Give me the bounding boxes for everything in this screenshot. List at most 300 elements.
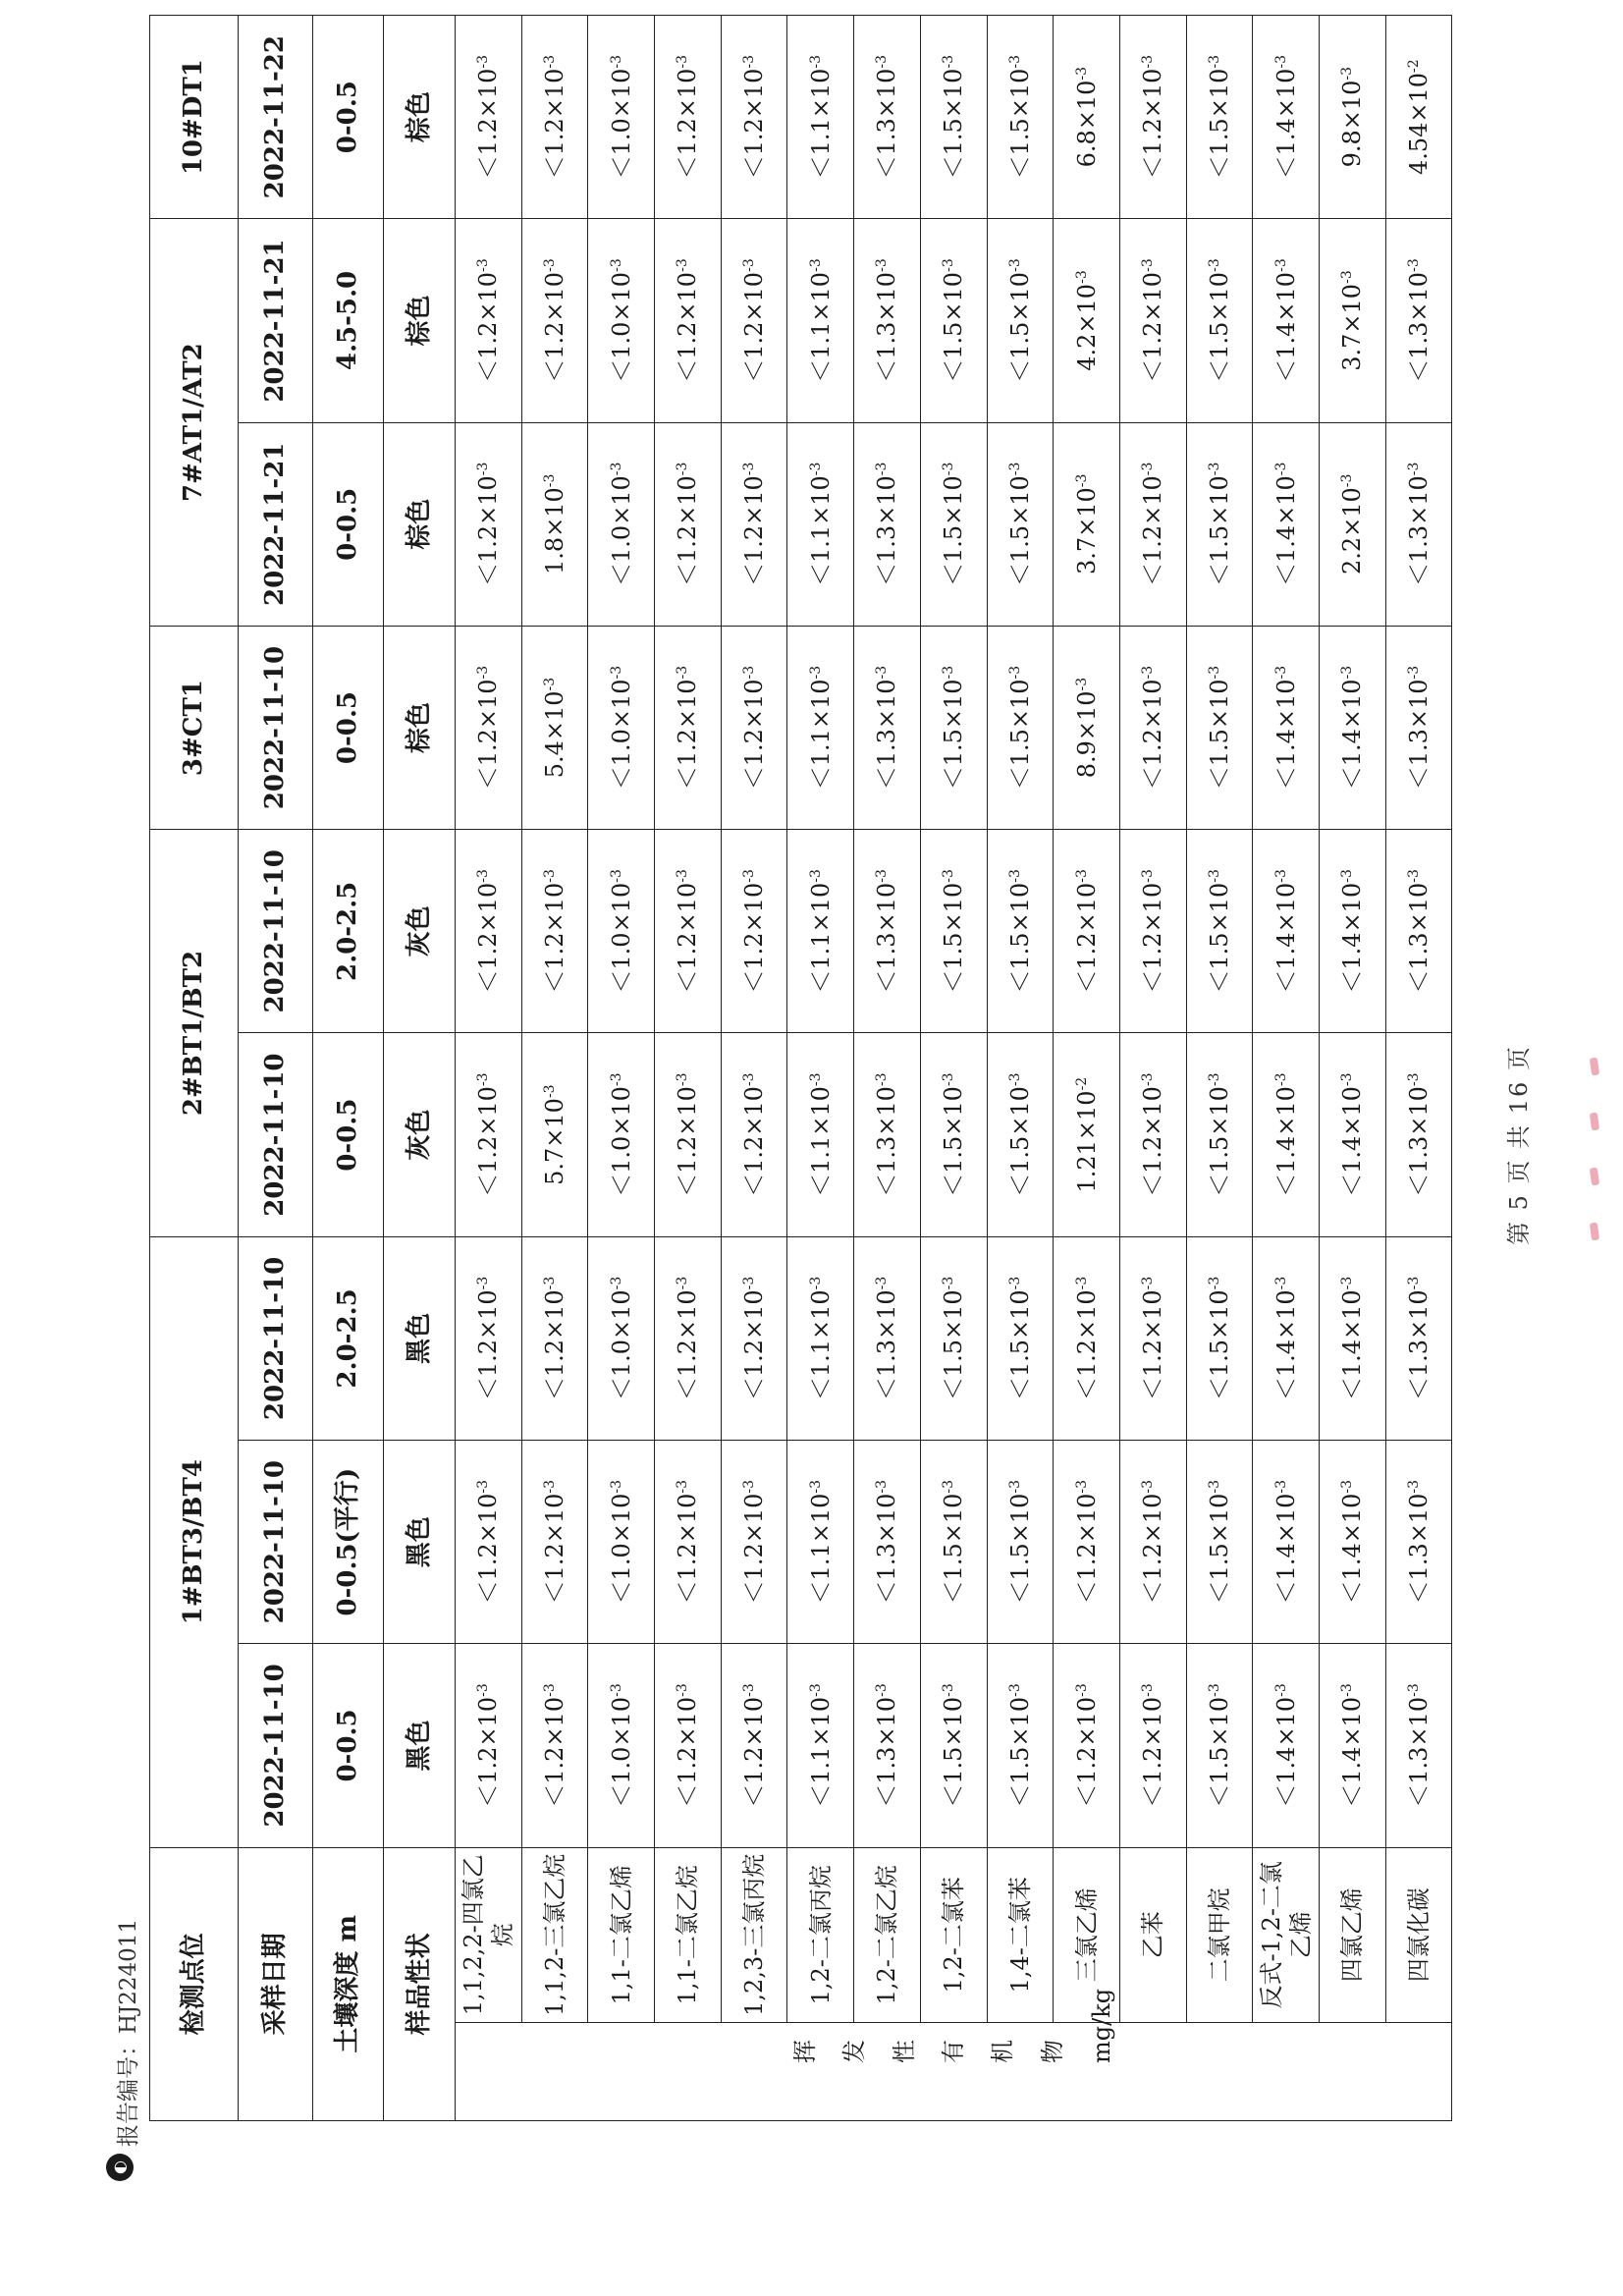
value-mantissa: ＜1.5×10: [940, 1086, 968, 1197]
station-header: 3#CT1: [150, 626, 239, 829]
station-label: 检测点位: [150, 1847, 239, 2120]
value-cell: [588, 830, 655, 1033]
value-cell: [1385, 830, 1452, 1033]
value-mantissa: ＜1.2×10: [740, 1493, 769, 1605]
value-mantissa: ＜1.3×10: [1404, 679, 1433, 791]
value-exponent: -3: [542, 258, 559, 272]
value-exponent: -3: [542, 1276, 559, 1290]
sample-trait-label: 样品性状: [384, 1847, 456, 2120]
value-cell: [1253, 1441, 1320, 1644]
value-mantissa: ＜1.0×10: [607, 271, 635, 383]
value-cell: [987, 1236, 1054, 1440]
value-cell: [920, 626, 987, 829]
value-cell: [1253, 16, 1320, 219]
value-cell: [456, 1644, 522, 1847]
value-exponent: -3: [675, 1276, 691, 1290]
value-cell: [854, 830, 921, 1033]
value-cell: [1385, 422, 1452, 626]
value-cell: [1119, 1033, 1186, 1236]
table-row: [588, 16, 655, 2121]
value-mantissa: 9.8×10: [1338, 80, 1367, 168]
value-mantissa: ＜1.2×10: [674, 1493, 702, 1605]
value-exponent: -3: [1006, 54, 1023, 69]
value-exponent: -3: [1339, 66, 1356, 81]
value-mantissa: ＜1.2×10: [541, 271, 569, 383]
value-exponent: -3: [675, 54, 691, 69]
value-exponent: -3: [874, 665, 891, 680]
table-row: [787, 16, 854, 2121]
value-cell: [854, 626, 921, 829]
value-cell: [1319, 219, 1385, 422]
value-exponent: -2: [1405, 59, 1422, 73]
value-mantissa: ＜1.1×10: [806, 882, 835, 994]
value-mantissa: ＜1.4×10: [1271, 1696, 1300, 1808]
value-exponent: -3: [1272, 258, 1289, 272]
value-cell: [521, 1441, 588, 1644]
value-exponent: -3: [1140, 462, 1157, 476]
value-exponent: -3: [608, 1072, 624, 1087]
value-mantissa: ＜1.5×10: [1205, 1289, 1233, 1401]
value-mantissa: ＜1.2×10: [674, 475, 702, 587]
value-exponent: -3: [941, 665, 957, 680]
value-cell: [854, 219, 921, 422]
value-mantissa: ＜1.1×10: [806, 1696, 835, 1808]
value-exponent: -3: [542, 473, 559, 488]
table-row: [1253, 16, 1320, 2121]
value-exponent: -3: [1405, 1683, 1422, 1697]
value-cell: [854, 1644, 921, 1847]
value-mantissa: ＜1.2×10: [674, 882, 702, 994]
value-mantissa: ＜1.5×10: [940, 271, 968, 383]
value-mantissa: ＜1.1×10: [806, 475, 835, 587]
value-exponent: -3: [1339, 1072, 1356, 1087]
value-cell: [787, 1236, 854, 1440]
page-number: 第 5 页 共 16 页: [1505, 1045, 1533, 1245]
value-cell: [655, 1644, 722, 1847]
value-exponent: -3: [475, 462, 492, 476]
compound-name: 1,2-二氯苯: [920, 1847, 987, 2022]
table-row: [1319, 16, 1385, 2121]
value-cell: [1054, 626, 1120, 829]
soil-depth-cell: 0-0.5: [313, 626, 384, 829]
value-mantissa: 3.7×10: [1072, 487, 1101, 575]
value-mantissa: ＜1.4×10: [1338, 882, 1367, 994]
value-exponent: -3: [874, 1683, 891, 1697]
value-exponent: -3: [608, 54, 624, 69]
value-mantissa: ＜1.5×10: [1005, 475, 1034, 587]
value-mantissa: ＜1.5×10: [1205, 1696, 1233, 1808]
value-cell: [456, 422, 522, 626]
value-cell: [1385, 16, 1452, 219]
value-mantissa: ＜1.2×10: [474, 1289, 503, 1401]
category-label: 机物: [989, 2040, 1066, 2063]
value-mantissa: ＜1.5×10: [1005, 271, 1034, 383]
value-exponent: -3: [1405, 258, 1422, 272]
value-cell: [1186, 1644, 1253, 1847]
value-cell: [456, 1236, 522, 1440]
value-exponent: -3: [1272, 54, 1289, 69]
value-mantissa: ＜1.2×10: [1072, 1696, 1101, 1808]
value-mantissa: 1.21×10: [1072, 1090, 1101, 1193]
value-mantissa: ＜1.5×10: [1205, 1493, 1233, 1605]
value-mantissa: ＜1.1×10: [806, 1289, 835, 1401]
value-mantissa: ＜1.3×10: [873, 1086, 901, 1197]
value-exponent: -3: [1206, 1683, 1222, 1697]
value-exponent: -3: [542, 869, 559, 883]
value-mantissa: ＜1.2×10: [474, 1493, 503, 1605]
sampling-date-cell: 2022-11-10: [239, 830, 313, 1033]
sampling-date-cell: 2022-11-21: [239, 422, 313, 626]
value-cell: [1253, 1033, 1320, 1236]
value-cell: [787, 219, 854, 422]
station-header: 7#AT1/AT2: [150, 219, 239, 627]
value-exponent: -3: [1006, 869, 1023, 883]
compound-name: 1,1,2,2-四氯乙烷: [456, 1847, 522, 2022]
value-cell: [987, 1644, 1054, 1847]
value-exponent: -3: [941, 258, 957, 272]
value-mantissa: ＜1.5×10: [940, 68, 968, 180]
value-cell: [854, 1033, 921, 1236]
value-cell: [1253, 830, 1320, 1033]
value-mantissa: ＜1.4×10: [1271, 882, 1300, 994]
value-cell: [920, 1644, 987, 1847]
value-exponent: -3: [1206, 54, 1222, 69]
value-exponent: -3: [608, 1276, 624, 1290]
value-cell: [721, 422, 787, 626]
sample-trait-cell: 棕色: [384, 422, 456, 626]
value-mantissa: ＜1.1×10: [806, 1086, 835, 1197]
value-exponent: -3: [1073, 677, 1090, 691]
value-exponent: -3: [475, 1479, 492, 1494]
value-mantissa: 4.54×10: [1404, 72, 1433, 176]
value-cell: [1319, 16, 1385, 219]
value-cell: [1385, 1644, 1452, 1847]
seal-stamp-marks: [1591, 1044, 1620, 1240]
value-cell: [655, 1441, 722, 1644]
value-exponent: -3: [1140, 258, 1157, 272]
sample-trait-cell: 灰色: [384, 1033, 456, 1236]
value-mantissa: ＜1.4×10: [1271, 1086, 1300, 1197]
sample-trait-cell: 棕色: [384, 16, 456, 219]
value-mantissa: ＜1.2×10: [541, 1289, 569, 1401]
value-cell: [1186, 422, 1253, 626]
value-mantissa: ＜1.2×10: [674, 679, 702, 791]
value-cell: [655, 1033, 722, 1236]
category-label: 挥发: [790, 2040, 869, 2063]
value-exponent: -3: [1206, 1479, 1222, 1494]
value-exponent: -3: [807, 1479, 824, 1494]
value-exponent: -3: [608, 1479, 624, 1494]
table-row: [456, 16, 522, 2121]
value-exponent: -3: [675, 665, 691, 680]
value-cell: [588, 1441, 655, 1644]
value-exponent: -3: [1272, 869, 1289, 883]
value-cell: [655, 626, 722, 829]
value-exponent: -3: [1272, 1072, 1289, 1087]
value-exponent: -3: [1405, 462, 1422, 476]
value-mantissa: ＜1.1×10: [806, 1493, 835, 1605]
soil-depth-label: 土壤深度 m: [313, 1847, 384, 2120]
value-cell: [787, 422, 854, 626]
value-mantissa: ＜1.4×10: [1271, 68, 1300, 180]
value-mantissa: ＜1.2×10: [674, 271, 702, 383]
value-exponent: -3: [475, 54, 492, 69]
value-exponent: -3: [741, 1072, 758, 1087]
value-mantissa: ＜1.2×10: [1139, 679, 1167, 791]
value-mantissa: ＜1.2×10: [1072, 1289, 1101, 1401]
table-row: [987, 16, 1054, 2121]
value-mantissa: ＜1.5×10: [940, 882, 968, 994]
value-exponent: -3: [1405, 1072, 1422, 1087]
value-exponent: -3: [475, 665, 492, 680]
value-exponent: -3: [1006, 1683, 1023, 1697]
value-mantissa: ＜1.5×10: [1205, 679, 1233, 791]
station-header: 1#BT3/BT4: [150, 1236, 239, 1847]
sample-trait-cell: 棕色: [384, 626, 456, 829]
value-mantissa: ＜1.0×10: [607, 1696, 635, 1808]
value-mantissa: ＜1.0×10: [607, 1493, 635, 1605]
company-logo-icon: ◐: [106, 2154, 134, 2181]
value-exponent: -3: [608, 869, 624, 883]
value-mantissa: ＜1.3×10: [1404, 271, 1433, 383]
value-exponent: -3: [542, 1683, 559, 1697]
value-cell: [521, 1033, 588, 1236]
value-mantissa: 4.2×10: [1072, 283, 1101, 371]
value-mantissa: ＜1.5×10: [1005, 882, 1034, 994]
value-cell: [655, 219, 722, 422]
value-exponent: -3: [941, 1479, 957, 1494]
value-cell: [521, 830, 588, 1033]
value-mantissa: ＜1.2×10: [541, 1493, 569, 1605]
value-mantissa: ＜1.2×10: [1139, 882, 1167, 994]
sample-trait-cell: 黑色: [384, 1441, 456, 1644]
soil-depth-cell: 0-0.5: [313, 16, 384, 219]
value-exponent: -3: [1272, 665, 1289, 680]
value-cell: [655, 1236, 722, 1440]
value-exponent: -3: [807, 869, 824, 883]
value-mantissa: ＜1.3×10: [873, 1696, 901, 1808]
value-mantissa: ＜1.0×10: [607, 1086, 635, 1197]
value-cell: [456, 1033, 522, 1236]
table-row: [920, 16, 987, 2121]
sampling-date-cell: 2022-11-10: [239, 626, 313, 829]
value-mantissa: ＜1.2×10: [1072, 882, 1101, 994]
value-exponent: -3: [941, 1072, 957, 1087]
value-exponent: -3: [475, 1072, 492, 1087]
value-cell: [1186, 830, 1253, 1033]
compound-name: 1,4-二氯苯: [987, 1847, 1054, 2022]
sample-trait-cell: 黑色: [384, 1644, 456, 1847]
soil-depth-row: [313, 16, 384, 2121]
value-cell: [1054, 1644, 1120, 1847]
sample-trait-row: [384, 16, 456, 2121]
value-cell: [987, 626, 1054, 829]
value-cell: [787, 1033, 854, 1236]
station-header: 2#BT1/BT2: [150, 830, 239, 1237]
value-mantissa: 6.8×10: [1072, 80, 1101, 168]
value-mantissa: ＜1.2×10: [474, 271, 503, 383]
value-mantissa: ＜1.3×10: [873, 475, 901, 587]
value-mantissa: ＜1.1×10: [806, 679, 835, 791]
value-mantissa: ＜1.2×10: [1139, 271, 1167, 383]
value-exponent: -3: [1073, 1479, 1090, 1494]
compound-name: 1,1,2-三氯乙烷: [521, 1847, 588, 2022]
value-exponent: -3: [1272, 1683, 1289, 1697]
value-exponent: -3: [542, 54, 559, 69]
value-cell: [588, 422, 655, 626]
value-mantissa: ＜1.5×10: [1205, 271, 1233, 383]
value-cell: [1385, 1441, 1452, 1644]
value-exponent: -3: [1405, 1479, 1422, 1494]
value-mantissa: ＜1.2×10: [740, 271, 769, 383]
value-cell: [521, 626, 588, 829]
value-mantissa: ＜1.5×10: [1205, 475, 1233, 587]
value-exponent: -3: [1272, 462, 1289, 476]
value-cell: [987, 219, 1054, 422]
value-mantissa: ＜1.2×10: [1139, 1086, 1167, 1197]
value-cell: [854, 16, 921, 219]
value-exponent: -3: [1339, 665, 1356, 680]
value-cell: [1253, 219, 1320, 422]
value-exponent: -3: [542, 1479, 559, 1494]
value-exponent: -3: [675, 1683, 691, 1697]
value-mantissa: ＜1.5×10: [940, 1696, 968, 1808]
value-exponent: -3: [941, 1276, 957, 1290]
value-cell: [588, 1236, 655, 1440]
value-mantissa: ＜1.2×10: [1139, 68, 1167, 180]
sampling-date-label: 采样日期: [239, 1847, 313, 2120]
value-cell: [787, 16, 854, 219]
value-exponent: -3: [1272, 1276, 1289, 1290]
value-mantissa: ＜1.5×10: [1005, 1493, 1034, 1605]
value-cell: [1119, 830, 1186, 1033]
value-cell: [1119, 1236, 1186, 1440]
value-mantissa: ＜1.2×10: [740, 882, 769, 994]
compound-name: 乙苯: [1119, 1847, 1186, 2022]
value-cell: [721, 1033, 787, 1236]
value-cell: [1319, 830, 1385, 1033]
value-mantissa: ＜1.2×10: [740, 475, 769, 587]
value-cell: [1385, 1033, 1452, 1236]
value-exponent: -2: [1073, 1076, 1090, 1091]
value-exponent: -3: [807, 54, 824, 69]
table-row: [521, 16, 588, 2121]
value-mantissa: ＜1.2×10: [474, 1086, 503, 1197]
soil-depth-cell: 0-0.5(平行): [313, 1441, 384, 1644]
value-exponent: -3: [941, 1683, 957, 1697]
value-mantissa: ＜1.2×10: [674, 1086, 702, 1197]
value-mantissa: ＜1.3×10: [873, 882, 901, 994]
value-cell: [1119, 16, 1186, 219]
table-row: [721, 16, 787, 2121]
value-cell: [987, 422, 1054, 626]
value-exponent: -3: [807, 665, 824, 680]
value-cell: [1186, 1236, 1253, 1440]
value-exponent: -3: [1206, 1276, 1222, 1290]
value-cell: [721, 1644, 787, 1847]
value-exponent: -3: [1006, 1479, 1023, 1494]
value-cell: [1319, 1236, 1385, 1440]
value-exponent: -3: [1405, 1276, 1422, 1290]
value-mantissa: ＜1.2×10: [740, 679, 769, 791]
value-exponent: -3: [675, 1072, 691, 1087]
value-cell: [655, 830, 722, 1033]
value-mantissa: ＜1.5×10: [1005, 1289, 1034, 1401]
soil-depth-cell: 0-0.5: [313, 422, 384, 626]
station-row: [150, 16, 239, 2121]
value-exponent: -3: [1206, 1072, 1222, 1087]
sampling-date-row: [239, 16, 313, 2121]
value-cell: [456, 219, 522, 422]
value-exponent: -3: [1206, 869, 1222, 883]
compound-name: 1,2-二氯乙烷: [854, 1847, 921, 2022]
value-exponent: -3: [741, 1276, 758, 1290]
value-mantissa: ＜1.4×10: [1338, 1493, 1367, 1605]
value-cell: [1186, 219, 1253, 422]
value-exponent: -3: [1206, 462, 1222, 476]
value-mantissa: ＜1.3×10: [1404, 1696, 1433, 1808]
value-mantissa: ＜1.2×10: [740, 1289, 769, 1401]
value-exponent: -3: [1140, 1072, 1157, 1087]
value-cell: [1186, 16, 1253, 219]
value-exponent: -3: [542, 677, 559, 691]
value-exponent: -3: [1140, 1276, 1157, 1290]
value-exponent: -3: [941, 54, 957, 69]
value-mantissa: ＜1.0×10: [607, 1289, 635, 1401]
sample-trait-cell: 灰色: [384, 830, 456, 1033]
value-cell: [1385, 1236, 1452, 1440]
value-exponent: -3: [1339, 1683, 1356, 1697]
value-mantissa: ＜1.3×10: [873, 1493, 901, 1605]
value-exponent: -3: [1272, 1479, 1289, 1494]
value-mantissa: 5.7×10: [541, 1098, 569, 1185]
value-exponent: -3: [741, 869, 758, 883]
value-cell: [655, 16, 722, 219]
value-mantissa: ＜1.5×10: [940, 475, 968, 587]
value-cell: [1054, 1236, 1120, 1440]
value-exponent: -3: [807, 1683, 824, 1697]
value-cell: [1119, 1644, 1186, 1847]
table-row: [1119, 16, 1186, 2121]
value-mantissa: ＜1.4×10: [1338, 1696, 1367, 1808]
value-mantissa: ＜1.5×10: [940, 679, 968, 791]
value-cell: [787, 1644, 854, 1847]
value-mantissa: ＜1.2×10: [1139, 1289, 1167, 1401]
soil-depth-cell: 2.0-2.5: [313, 830, 384, 1033]
value-mantissa: ＜1.5×10: [1205, 882, 1233, 994]
value-exponent: -3: [1073, 1276, 1090, 1290]
value-cell: [521, 1236, 588, 1440]
value-exponent: -3: [807, 258, 824, 272]
value-mantissa: 1.8×10: [541, 487, 569, 575]
value-exponent: -3: [1405, 869, 1422, 883]
value-cell: [521, 422, 588, 626]
value-cell: [521, 1644, 588, 1847]
value-cell: [1319, 626, 1385, 829]
value-cell: [1119, 1441, 1186, 1644]
soil-depth-cell: 2.0-2.5: [313, 1236, 384, 1440]
value-cell: [521, 16, 588, 219]
value-exponent: -3: [542, 1084, 559, 1099]
value-mantissa: ＜1.4×10: [1271, 271, 1300, 383]
value-cell: [655, 422, 722, 626]
value-exponent: -3: [475, 1276, 492, 1290]
sampling-date-cell: 2022-11-22: [239, 16, 313, 219]
value-exponent: -3: [1206, 665, 1222, 680]
value-mantissa: ＜1.2×10: [1072, 1493, 1101, 1605]
value-exponent: -3: [1006, 258, 1023, 272]
value-mantissa: ＜1.1×10: [806, 271, 835, 383]
